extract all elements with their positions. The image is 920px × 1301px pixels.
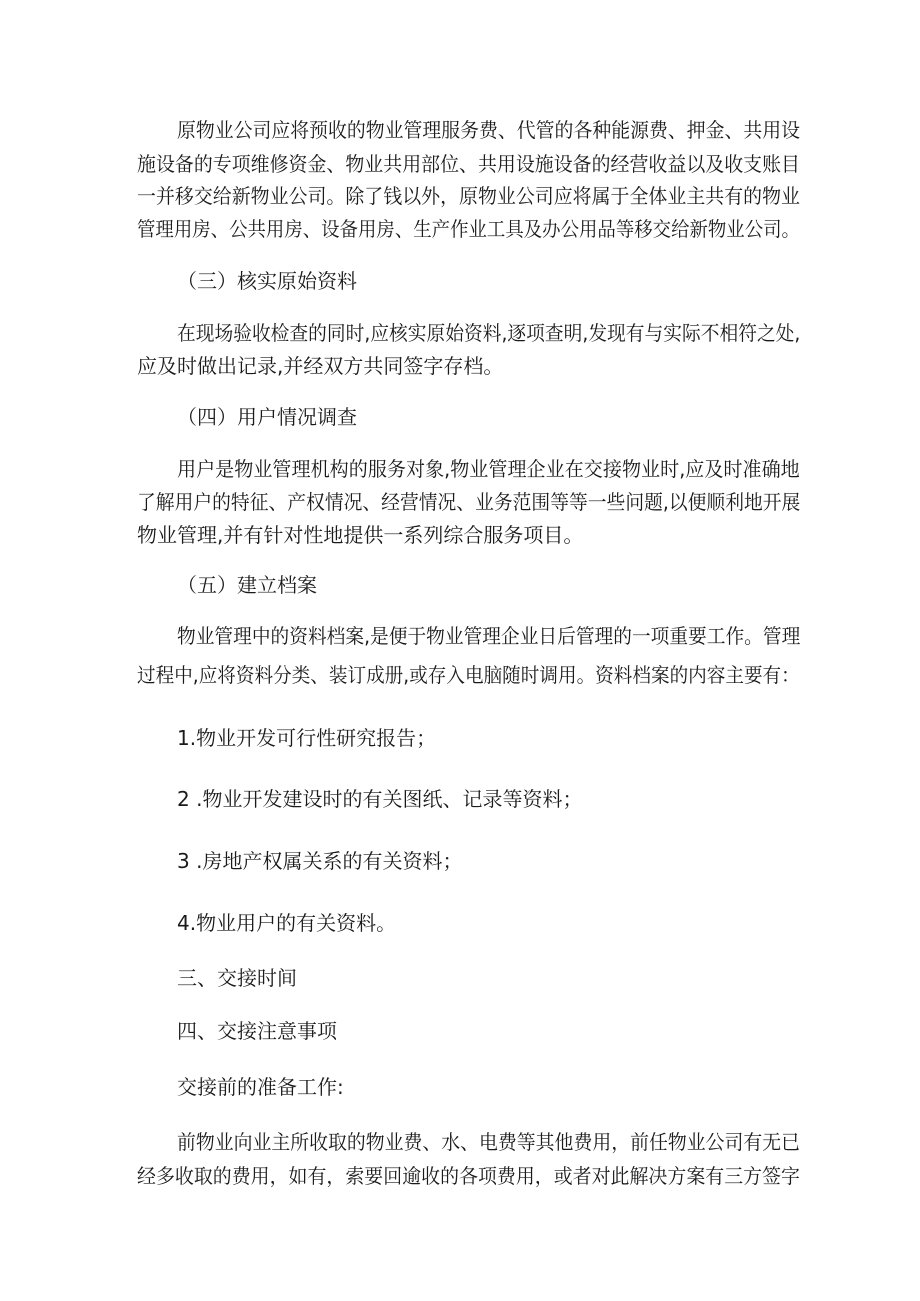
- paragraph-line: 了解用户的特征、产权情况、经营情况、业务范围等等一些问题,以便顺利地开展: [137, 490, 801, 514]
- paragraph-line: 管理用房、公共用房、设备用房、生产作业工具及办公用品等移交给新物业公司。: [137, 217, 800, 241]
- section-heading: 四、交接注意事项: [177, 1019, 337, 1043]
- paragraph-line: 物业管理中的资料档案,是便于物业管理企业日后管理的一项重要工作。管理: [177, 624, 801, 648]
- list-item: 3 .房地产权属关系的有关资料；: [177, 849, 463, 873]
- paragraph-line: 施设备的专项维修资金、物业共用部位、共用设施设备的经营收益以及收支账目: [137, 152, 800, 176]
- section-heading: （三）核实原始资料: [177, 269, 357, 293]
- paragraph-line: 用户是物业管理机构的服务对象,物业管理企业在交接物业时,应及时准确地: [177, 457, 800, 481]
- paragraph-line: 应及时做出记录,并经双方共同签字存档。: [137, 354, 504, 378]
- paragraph-line: 过程中,应将资料分类、装订成册,或存入电脑随时调用。资料档案的内容主要有：: [137, 663, 800, 687]
- paragraph-line: 一并移交给新物业公司。除了钱以外，原物业公司应将属于全体业主共有的物业: [137, 184, 800, 208]
- paragraph-line: 原物业公司应将预收的物业管理服务费、代管的各种能源费、押金、共用设: [177, 118, 800, 142]
- section-heading: （四）用户情况调查: [177, 405, 357, 429]
- section-heading: （五）建立档案: [177, 573, 317, 597]
- list-item: 4.物业用户的有关资料。: [177, 911, 397, 935]
- paragraph-line: 物业管理,并有针对性地提供一系列综合服务项目。: [137, 523, 584, 547]
- section-heading: 三、交接时间: [177, 966, 297, 990]
- paragraph-line: 前物业向业主所收取的物业费、水、电费等其他费用，前任物业公司有无已: [177, 1130, 800, 1154]
- paragraph-line: 交接前的准备工作:: [177, 1075, 344, 1099]
- list-item: 1.物业开发可行性研究报告；: [177, 726, 437, 750]
- paragraph-line: 经多收取的费用，如有，索要回逾收的各项费用，或者对此解决方案有三方签字: [137, 1164, 800, 1188]
- list-item: 2 .物业开发建设时的有关图纸、记录等资料；: [177, 787, 583, 811]
- paragraph-line: 在现场验收检查的同时,应核实原始资料,逐项查明,发现有与实际不相符之处,: [177, 321, 801, 345]
